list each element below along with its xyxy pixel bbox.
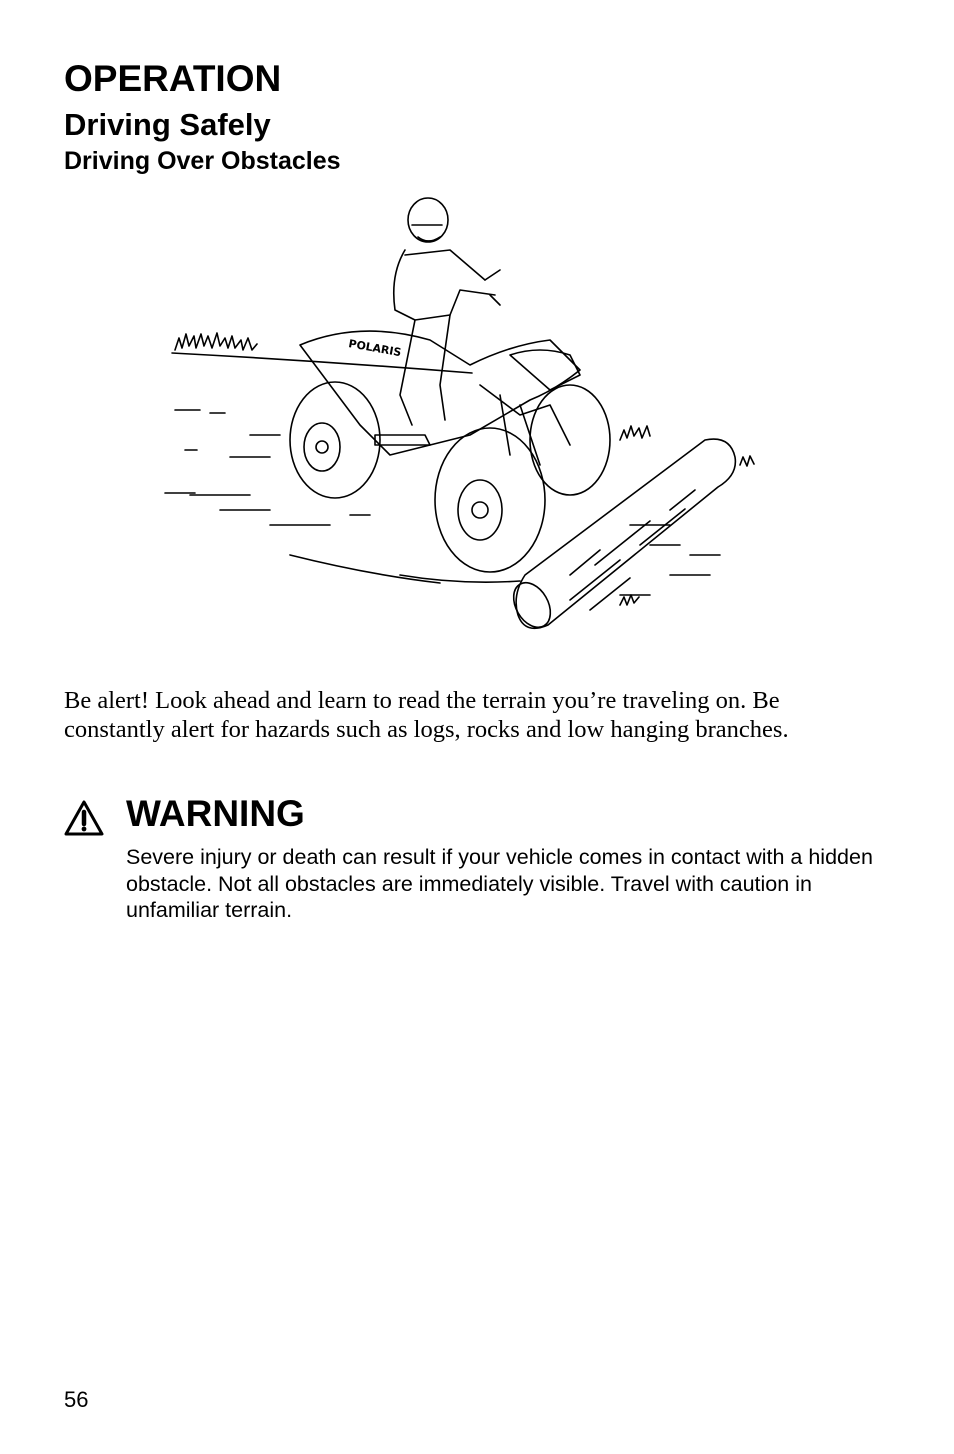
section-title: OPERATION [64,58,282,99]
warning-title: WARNING [126,793,305,834]
body-paragraph: Be alert! Look ahead and learn to read the terrain you’re traveling on. Be constantly alert for hazards such as logs, rocks and low hanging branches. [64,687,789,743]
brand-decal: POLARIS [347,337,403,360]
atv-over-log-illustration [150,195,790,650]
warning-triangle-icon [64,800,104,836]
topic-title: Driving Over Obstacles [64,147,341,175]
subsection-title: Driving Safely [64,107,271,142]
warning-text: Severe injury or death can result if your vehicle comes in contact with a hidden obstacle. Not all obstacles are immediately visible. Travel with caution in unfamiliar terrain. [126,845,873,922]
page-number: 56 [64,1387,89,1412]
